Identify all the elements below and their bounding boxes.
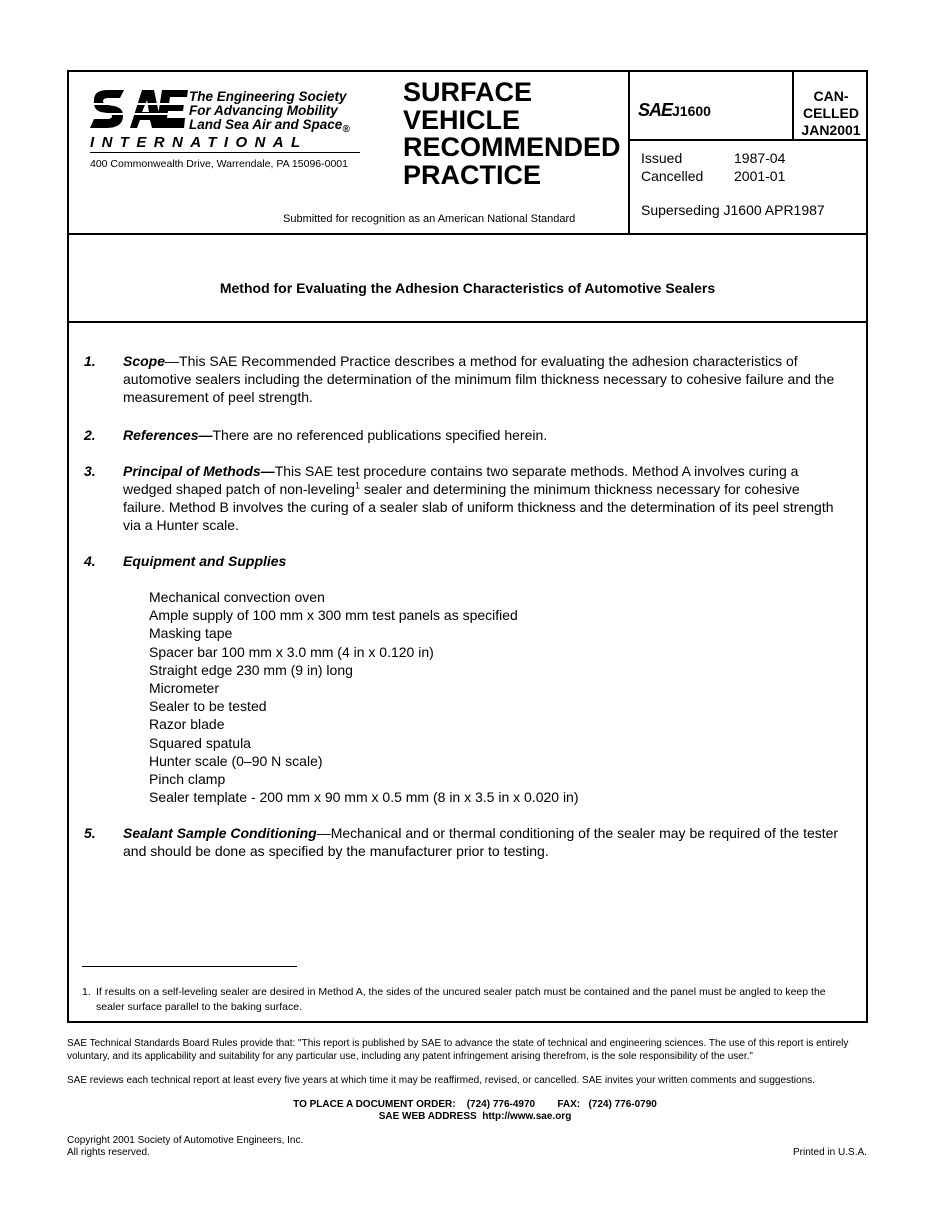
title-line-2: VEHICLE (403, 104, 521, 135)
order-info (0, 1099, 950, 1111)
section-heading: Principal of Methods— (123, 463, 275, 479)
fax-phone: (724) 776-0790 (588, 1099, 657, 1110)
sae-address: 400 Commonwealth Drive, Warrendale, PA 15096-0001 (90, 158, 348, 170)
list-item: Micrometer (149, 680, 220, 697)
society-tagline (189, 90, 350, 137)
international-label: INTERNATIONAL (90, 134, 308, 151)
status-line-1: CAN- (813, 88, 849, 104)
web-info (0, 1111, 950, 1123)
cancelled-label: Cancelled (641, 168, 704, 184)
web-url[interactable]: http://www.sae.org (482, 1111, 572, 1122)
section-text-a: This SAE test procedure contains two separate methods. Method A involves curing a wedged shaped patch of non-leveling (123, 463, 799, 497)
superseding-note: Superseding J1600 APR1987 (641, 202, 825, 218)
ansi-submission-note: Submitted for recognition as an American National Standard (283, 213, 576, 225)
rights-line: All rights reserved. (67, 1147, 150, 1158)
list-item: Sealer to be tested (149, 698, 267, 715)
section-text: —Mechanical and or thermal conditioning of the sealer may be required of the tester and should be done as specified by the manufacturer prior to testing. (123, 825, 839, 859)
list-item: Mechanical convection oven (149, 589, 325, 605)
review-notice: SAE reviews each technical report at least every five years at which time it may be reaffirmed, revised, or cancelled. SAE invites your written comments and suggestions. (67, 1075, 815, 1086)
status-divider (792, 70, 794, 140)
footnote-text: If results on a self-leveling sealer are desired in Method A, the sides of the uncured sealer patch must be contained and the panel must be angled to keep the sealer surface parallel to the baking surface. (96, 986, 826, 1013)
copyright (67, 1135, 303, 1159)
sae-small-mark: SAE (638, 100, 673, 120)
list-item: Straight edge 230 mm (9 in) long (149, 661, 353, 678)
sae-logo (90, 86, 390, 176)
registered-mark: ® (342, 124, 350, 135)
issue-dates (641, 149, 785, 185)
printed-in: Printed in U.S.A. (793, 1147, 867, 1158)
status-line-3: JAN2001 (801, 122, 861, 138)
document-number-value: J1600 (672, 103, 711, 119)
header-bottom-rule (67, 233, 868, 235)
title-line-3: RECOMMENDED (403, 132, 621, 162)
issued-label: Issued (641, 150, 683, 166)
title-line-4: PRACTICE (403, 159, 542, 190)
copyright-line: Copyright 2001 Society of Automotive Engineers, Inc. (67, 1135, 304, 1146)
cancelled-status (796, 88, 866, 139)
section-heading: References— (123, 427, 213, 443)
section-number: 1. (84, 353, 96, 369)
title-line-1: SURFACE (403, 77, 533, 107)
list-item: Pinch clamp (149, 771, 226, 788)
society-line-2: For Advancing Mobility (189, 103, 338, 118)
footnote-ref: 1 (354, 480, 360, 491)
list-item: Spacer bar 100 mm x 3.0 mm (4 in x 0.120 in) (149, 643, 434, 660)
society-line-1: The Engineering Society (189, 89, 347, 104)
section-number: 4. (84, 553, 96, 569)
section-number: 2. (84, 427, 96, 443)
list-item: Squared spatula (149, 734, 251, 751)
footnote-rule (82, 966, 297, 967)
section-body (123, 352, 845, 406)
footnote-number: 1. (82, 986, 91, 998)
section-text: —This SAE Recommended Practice describes a method for evaluating the adhesion characteristics of automotive sealers including the determination of the minimum film thickness necessary to cohesive failure and the measurement of peel strength. (123, 353, 835, 405)
list-item: Hunter scale (0–90 N scale) (149, 752, 323, 769)
equipment-list (149, 588, 579, 806)
section-heading: Scope (123, 353, 166, 369)
section-text: There are no referenced publications specified herein. (212, 427, 548, 443)
list-item: Sealer template - 200 mm x 90 mm x 0.5 mm (8 in x 3.5 in x 0.020 in) (149, 789, 579, 806)
fax-label: FAX: (557, 1099, 581, 1110)
header-divider (628, 70, 630, 234)
section-heading: Equipment and Supplies (123, 553, 287, 569)
society-line-3: Land Sea Air and Space$_®$ (189, 117, 350, 135)
list-item: Razor blade (149, 716, 225, 733)
issued-value: 1987-04 (734, 150, 786, 166)
list-item: Masking tape (149, 625, 233, 642)
section-body (123, 462, 845, 534)
cancelled-value: 2001-01 (734, 168, 786, 184)
order-label: TO PLACE A DOCUMENT ORDER: (293, 1099, 456, 1110)
list-item: Ample supply of 100 mm x 300 mm test panels as specified (149, 607, 518, 624)
board-rules-notice: SAE Technical Standards Board Rules provide that: "This report is published by SAE to advance the state of technical and engineering sciences. The use of this report is entirely voluntary, and its applicability and suitability for any particular use, including any patent infringement arising therefrom, is the sole responsibility of the user." (67, 1038, 849, 1062)
sae-logo-mark (90, 86, 188, 132)
section-heading: Sealant Sample Conditioning (123, 825, 317, 841)
international-rule (90, 152, 360, 153)
section-number: 5. (84, 825, 96, 841)
section-number: 3. (84, 463, 96, 479)
section-body (123, 426, 845, 444)
document-number (638, 100, 711, 121)
order-phone: (724) 776-4970 (466, 1099, 536, 1110)
title-bottom-rule (67, 321, 868, 323)
section-text-b: sealer and determining the minimum thickness necessary for cohesive failure. Method B involves the curing of a sealer slab of uniform thickness and the determination of its peel strength via a Hunter scale. (123, 481, 834, 533)
document-title: Method for Evaluating the Adhesion Characteristics of Automotive Sealers (219, 280, 716, 296)
status-rule (628, 139, 868, 141)
status-line-2: CELLED (803, 105, 859, 121)
document-type-title (403, 79, 621, 189)
section-body (123, 552, 845, 570)
section-body (123, 824, 845, 860)
web-label: SAE WEB ADDRESS (378, 1111, 477, 1122)
